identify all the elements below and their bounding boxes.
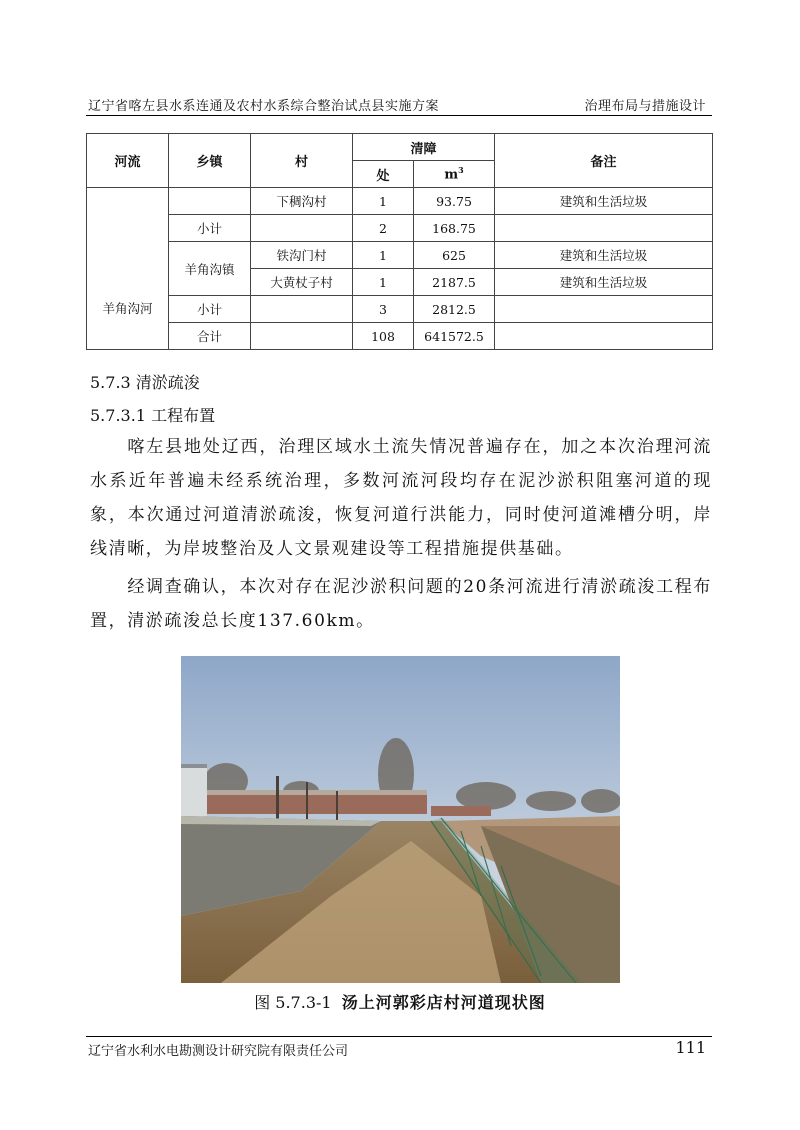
cell-village: [251, 323, 353, 350]
col-header-village: 村: [251, 134, 353, 188]
cell-remark: 建筑和生活垃圾: [495, 242, 713, 269]
cell-village: 下稠沟村: [251, 188, 353, 215]
paragraph: 喀左县地处辽西，治理区域水土流失情况普遍存在，加之本次治理河流水系近年普遍未经系统治理，多数河流河段均存在泥沙淤积阻塞河道的现象，本次通过河道清淤疏浚，恢复河道行洪能力，同时使河道滩槽分明，岸线清晰，为岸坡整治及人文景观建设等工程措施提供基础。: [90, 437, 712, 559]
cell-count: 1: [353, 188, 414, 215]
cell-subtotal-label: 小计: [169, 296, 251, 323]
table-row: [87, 242, 713, 269]
header-rule: [86, 115, 712, 116]
figure-number: 图 5.7.3-1: [254, 993, 332, 1012]
cell-subtotal-label: 小计: [169, 215, 251, 242]
cell-count: 108: [353, 323, 414, 350]
cell-village: [251, 296, 353, 323]
cell-village: 大黄杖子村: [251, 269, 353, 296]
footer-rule: [86, 1036, 712, 1037]
cell-volume: 168.75: [414, 215, 495, 242]
header-document-title: 辽宁省喀左县水系连通及农村水系综合整治试点县实施方案: [88, 99, 440, 114]
table-header-row: [87, 134, 713, 161]
cell-remark: [495, 215, 713, 242]
col-header-town: 乡镇: [169, 134, 251, 188]
page-number: 111: [675, 1038, 706, 1057]
cell-remark: [495, 296, 713, 323]
cell-count: 1: [353, 269, 414, 296]
body-text: [90, 430, 712, 638]
cell-count: 1: [353, 242, 414, 269]
cell-remark: [495, 323, 713, 350]
paragraph: 经调查确认，本次对存在泥沙淤积问题的20条河流进行清淤疏浚工程布置，清淤疏浚总长度137.60km。: [90, 577, 712, 631]
section-heading: 5.7.3 清淤疏浚: [90, 373, 200, 392]
col-header-river: 河流: [87, 134, 169, 188]
cell-volume: 2812.5: [414, 296, 495, 323]
table-row: [87, 323, 713, 350]
col-header-clearing: 清障: [353, 134, 495, 161]
cell-village: 铁沟门村: [251, 242, 353, 269]
header-chapter-title: 治理布局与措施设计: [584, 99, 706, 114]
cell-town: [169, 188, 251, 215]
cell-count: 2: [353, 215, 414, 242]
cell-remark: 建筑和生活垃圾: [495, 188, 713, 215]
cell-total-label: 合计: [169, 323, 251, 350]
cell-remark: 建筑和生活垃圾: [495, 269, 713, 296]
col-header-count: 处: [353, 161, 414, 188]
cell-volume: 93.75: [414, 188, 495, 215]
table-row: [87, 215, 713, 242]
cell-town: 羊角沟镇: [169, 242, 251, 296]
table-row: [87, 188, 713, 215]
cell-village: [251, 215, 353, 242]
footer-organization: 辽宁省水利水电勘测设计研究院有限责任公司: [88, 1044, 349, 1059]
subsection-heading: 5.7.3.1 工程布置: [90, 406, 216, 425]
table-row: [87, 296, 713, 323]
col-header-remark: 备注: [495, 134, 713, 188]
clearing-table: [86, 133, 713, 350]
figure-title: 汤上河郭彩店村河道现状图: [341, 993, 546, 1012]
cell-volume: 641572.5: [414, 323, 495, 350]
river-channel-photo: [181, 656, 620, 983]
cell-river: 羊角沟河: [87, 188, 169, 350]
cell-volume: 625: [414, 242, 495, 269]
col-header-volume: $m^3$: [414, 161, 495, 188]
cell-count: 3: [353, 296, 414, 323]
figure-caption: [0, 990, 800, 1013]
cell-volume: 2187.5: [414, 269, 495, 296]
